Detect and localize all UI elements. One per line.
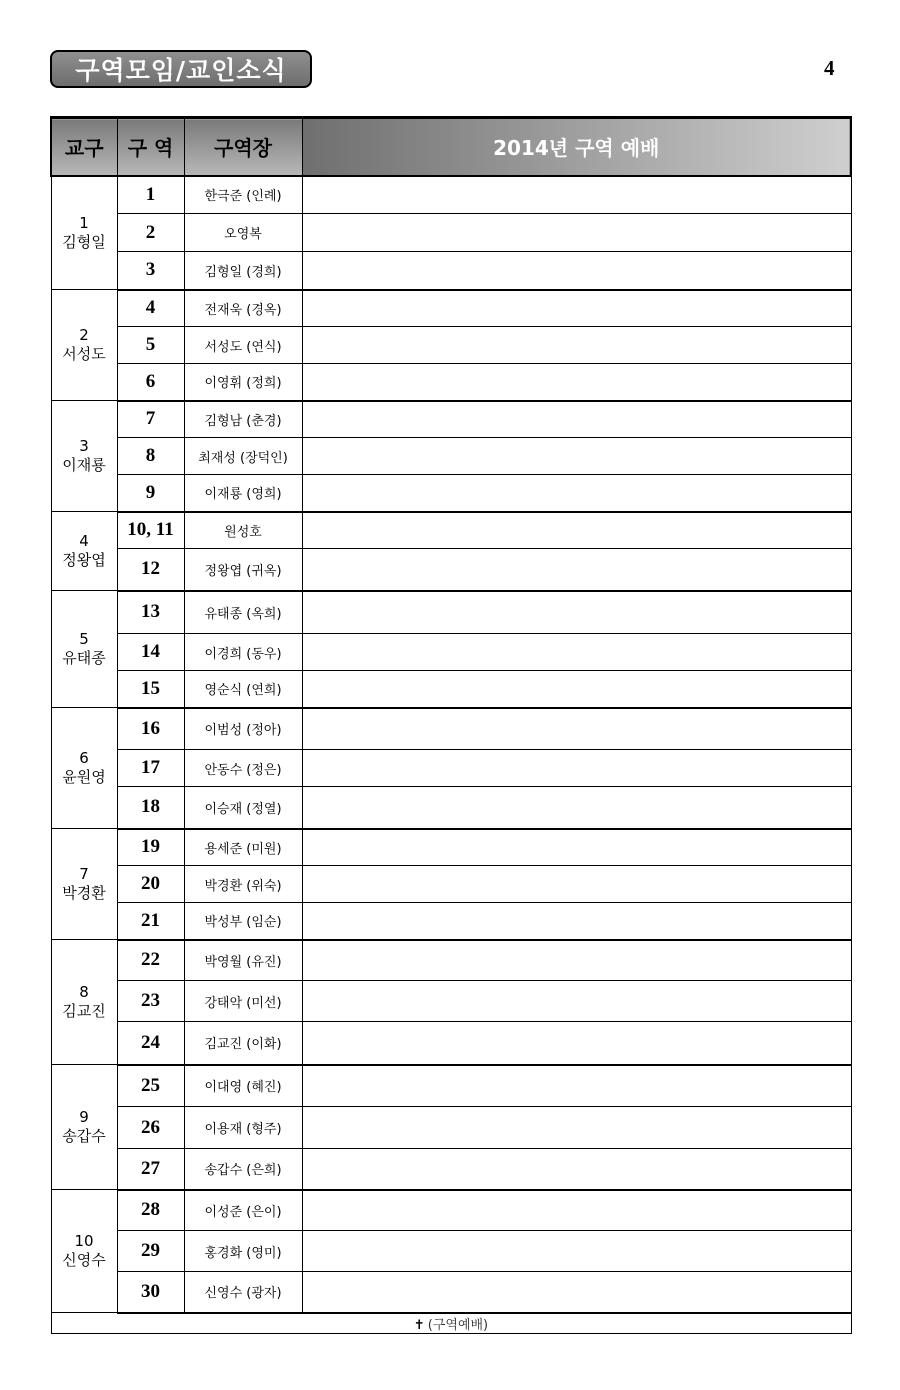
table-row <box>51 981 851 1022</box>
worship-entry-cell[interactable] <box>302 364 851 401</box>
zone-leader: 이재룡 (영희) <box>184 475 302 512</box>
worship-entry-cell[interactable] <box>302 787 851 829</box>
table-row <box>51 708 851 750</box>
worship-entry-cell[interactable] <box>302 708 851 750</box>
zone-leader: 이경희 (동우) <box>184 634 302 671</box>
zone-number: 14 <box>117 634 184 671</box>
zone-number: 5 <box>117 327 184 364</box>
zone-leader: 강태악 (미선) <box>184 981 302 1022</box>
district-number: 9 <box>79 1108 89 1126</box>
table-header-row <box>51 118 851 176</box>
table-row <box>51 1272 851 1313</box>
worship-entry-cell[interactable] <box>302 634 851 671</box>
district-leader-name: 박경환 <box>62 884 106 902</box>
zone-leader: 이범성 (정아) <box>184 708 302 750</box>
header-zone: 구 역 <box>117 118 184 176</box>
district-number: 4 <box>79 532 89 550</box>
worship-entry-cell[interactable] <box>302 252 851 290</box>
zone-leader: 유태종 (옥희) <box>184 591 302 634</box>
table-row <box>51 591 851 634</box>
worship-entry-cell[interactable] <box>302 512 851 549</box>
table-row <box>51 327 851 364</box>
district-cell <box>51 1190 117 1313</box>
zone-leader: 전재욱 (경옥) <box>184 290 302 327</box>
zone-leader: 정왕엽 (귀옥) <box>184 549 302 591</box>
worship-entry-cell[interactable] <box>302 1107 851 1149</box>
district-number: 3 <box>79 437 89 455</box>
zone-leader: 이대영 (혜진) <box>184 1065 302 1107</box>
zone-number: 30 <box>117 1272 184 1313</box>
worship-entry-cell[interactable] <box>302 214 851 252</box>
table-body <box>51 176 851 1313</box>
zone-leader: 김형일 (경희) <box>184 252 302 290</box>
zone-number: 12 <box>117 549 184 591</box>
worship-entry-cell[interactable] <box>302 981 851 1022</box>
table-row <box>51 549 851 591</box>
district-cell <box>51 591 117 708</box>
table-row <box>51 634 851 671</box>
zone-leader: 서성도 (연식) <box>184 327 302 364</box>
zone-leader: 이용재 (형주) <box>184 1107 302 1149</box>
zone-number: 27 <box>117 1149 184 1190</box>
district-number: 1 <box>79 213 89 232</box>
header-district: 교구 <box>51 118 117 176</box>
zone-number: 18 <box>117 787 184 829</box>
worship-entry-cell[interactable] <box>302 1272 851 1313</box>
district-cell <box>51 940 117 1065</box>
table-row <box>51 1149 851 1190</box>
district-cell <box>51 829 117 940</box>
table-footer <box>51 1313 851 1334</box>
table-row <box>51 290 851 327</box>
table-row <box>51 364 851 401</box>
district-leader-name: 정왕엽 <box>62 551 106 569</box>
district-cell <box>51 290 117 401</box>
table-row <box>51 1065 851 1107</box>
worship-entry-cell[interactable] <box>302 1190 851 1231</box>
district-roster-table <box>50 116 852 1334</box>
table-row <box>51 1231 851 1272</box>
worship-entry-cell[interactable] <box>302 1022 851 1065</box>
worship-entry-cell[interactable] <box>302 591 851 634</box>
zone-number: 8 <box>117 438 184 475</box>
district-leader-name: 김형일 <box>62 232 106 251</box>
worship-entry-cell[interactable] <box>302 475 851 512</box>
zone-number: 15 <box>117 671 184 708</box>
zone-number: 20 <box>117 866 184 903</box>
district-cell <box>51 401 117 512</box>
zone-leader: 신영수 (광자) <box>184 1272 302 1313</box>
worship-entry-cell[interactable] <box>302 866 851 903</box>
worship-entry-cell[interactable] <box>302 290 851 327</box>
cross-icon: ✝ <box>413 1317 425 1333</box>
zone-number: 4 <box>117 290 184 327</box>
zone-number: 21 <box>117 903 184 940</box>
district-cell <box>51 176 117 290</box>
zone-leader: 박경환 (위숙) <box>184 866 302 903</box>
zone-leader: 원성호 <box>184 512 302 549</box>
table-row <box>51 1107 851 1149</box>
worship-entry-cell[interactable] <box>302 1231 851 1272</box>
district-number: 6 <box>79 749 89 767</box>
zone-number: 16 <box>117 708 184 750</box>
district-leader-name: 서성도 <box>62 345 106 363</box>
worship-entry-cell[interactable] <box>302 750 851 787</box>
table-row <box>51 671 851 708</box>
zone-number: 22 <box>117 940 184 981</box>
zone-leader: 안동수 (정은) <box>184 750 302 787</box>
table-row <box>51 750 851 787</box>
worship-entry-cell[interactable] <box>302 549 851 591</box>
zone-leader: 영순식 (연희) <box>184 671 302 708</box>
district-leader-name: 김교진 <box>62 1002 106 1020</box>
table-row <box>51 940 851 981</box>
section-title: 구역모임/교인소식 <box>50 50 312 88</box>
zone-number: 3 <box>117 252 184 290</box>
worship-entry-cell[interactable] <box>302 903 851 940</box>
table-row <box>51 401 851 438</box>
district-number: 2 <box>79 326 89 344</box>
district-number: 8 <box>79 983 89 1001</box>
table-row <box>51 903 851 940</box>
page-number: 4 <box>824 56 835 80</box>
zone-leader: 한극준 (인례) <box>184 176 302 214</box>
table-footer-row <box>51 1313 851 1334</box>
table-row <box>51 1190 851 1231</box>
zone-number: 25 <box>117 1065 184 1107</box>
district-leader-name: 신영수 <box>62 1251 106 1269</box>
zone-leader: 최재성 (장덕인) <box>184 438 302 475</box>
district-number: 5 <box>79 630 89 648</box>
footer-text: (구역예배) <box>427 1317 489 1333</box>
zone-number: 10, 11 <box>117 512 184 549</box>
zone-number: 17 <box>117 750 184 787</box>
table-row <box>51 214 851 252</box>
zone-leader: 송갑수 (은희) <box>184 1149 302 1190</box>
zone-leader: 홍경화 (영미) <box>184 1231 302 1272</box>
table-row <box>51 438 851 475</box>
header-worship: 2014년 구역 예배 <box>302 118 851 176</box>
zone-number: 13 <box>117 591 184 634</box>
zone-number: 2 <box>117 214 184 252</box>
table-row <box>51 787 851 829</box>
table-row <box>51 866 851 903</box>
district-leader-name: 윤원영 <box>62 768 106 786</box>
zone-number: 9 <box>117 475 184 512</box>
zone-leader: 용세준 (미원) <box>184 829 302 866</box>
district-cell <box>51 1065 117 1190</box>
district-cell <box>51 708 117 829</box>
zone-leader: 이영휘 (정희) <box>184 364 302 401</box>
zone-leader: 박영월 (유진) <box>184 940 302 981</box>
zone-number: 28 <box>117 1190 184 1231</box>
zone-number: 7 <box>117 401 184 438</box>
zone-number: 6 <box>117 364 184 401</box>
worship-entry-cell[interactable] <box>302 1065 851 1107</box>
zone-leader: 박성부 (임순) <box>184 903 302 940</box>
table-row <box>51 475 851 512</box>
table-row <box>51 252 851 290</box>
zone-leader: 오영복 <box>184 214 302 252</box>
worship-entry-cell[interactable] <box>302 940 851 981</box>
table-row <box>51 1022 851 1065</box>
district-number: 7 <box>79 865 89 883</box>
zone-leader: 이성준 (은이) <box>184 1190 302 1231</box>
worship-entry-cell[interactable] <box>302 1149 851 1190</box>
zone-number: 1 <box>117 176 184 214</box>
zone-number: 19 <box>117 829 184 866</box>
worship-entry-cell[interactable] <box>302 401 851 438</box>
header-leader: 구역장 <box>184 118 302 176</box>
district-leader-name: 유태종 <box>62 649 106 667</box>
worship-entry-cell[interactable] <box>302 671 851 708</box>
zone-leader: 이승재 (정열) <box>184 787 302 829</box>
zone-leader: 김교진 (이화) <box>184 1022 302 1065</box>
district-leader-name: 송갑수 <box>62 1127 106 1145</box>
district-leader-name: 이재룡 <box>62 456 106 474</box>
district-cell <box>51 512 117 591</box>
zone-number: 29 <box>117 1231 184 1272</box>
zone-number: 26 <box>117 1107 184 1149</box>
worship-entry-cell[interactable] <box>302 327 851 364</box>
zone-number: 23 <box>117 981 184 1022</box>
table-row <box>51 829 851 866</box>
worship-entry-cell[interactable] <box>302 176 851 214</box>
worship-entry-cell[interactable] <box>302 438 851 475</box>
worship-entry-cell[interactable] <box>302 829 851 866</box>
table-row <box>51 176 851 214</box>
zone-leader: 김형남 (춘경) <box>184 401 302 438</box>
table-row <box>51 512 851 549</box>
zone-number: 24 <box>117 1022 184 1065</box>
district-number: 10 <box>74 1232 94 1250</box>
